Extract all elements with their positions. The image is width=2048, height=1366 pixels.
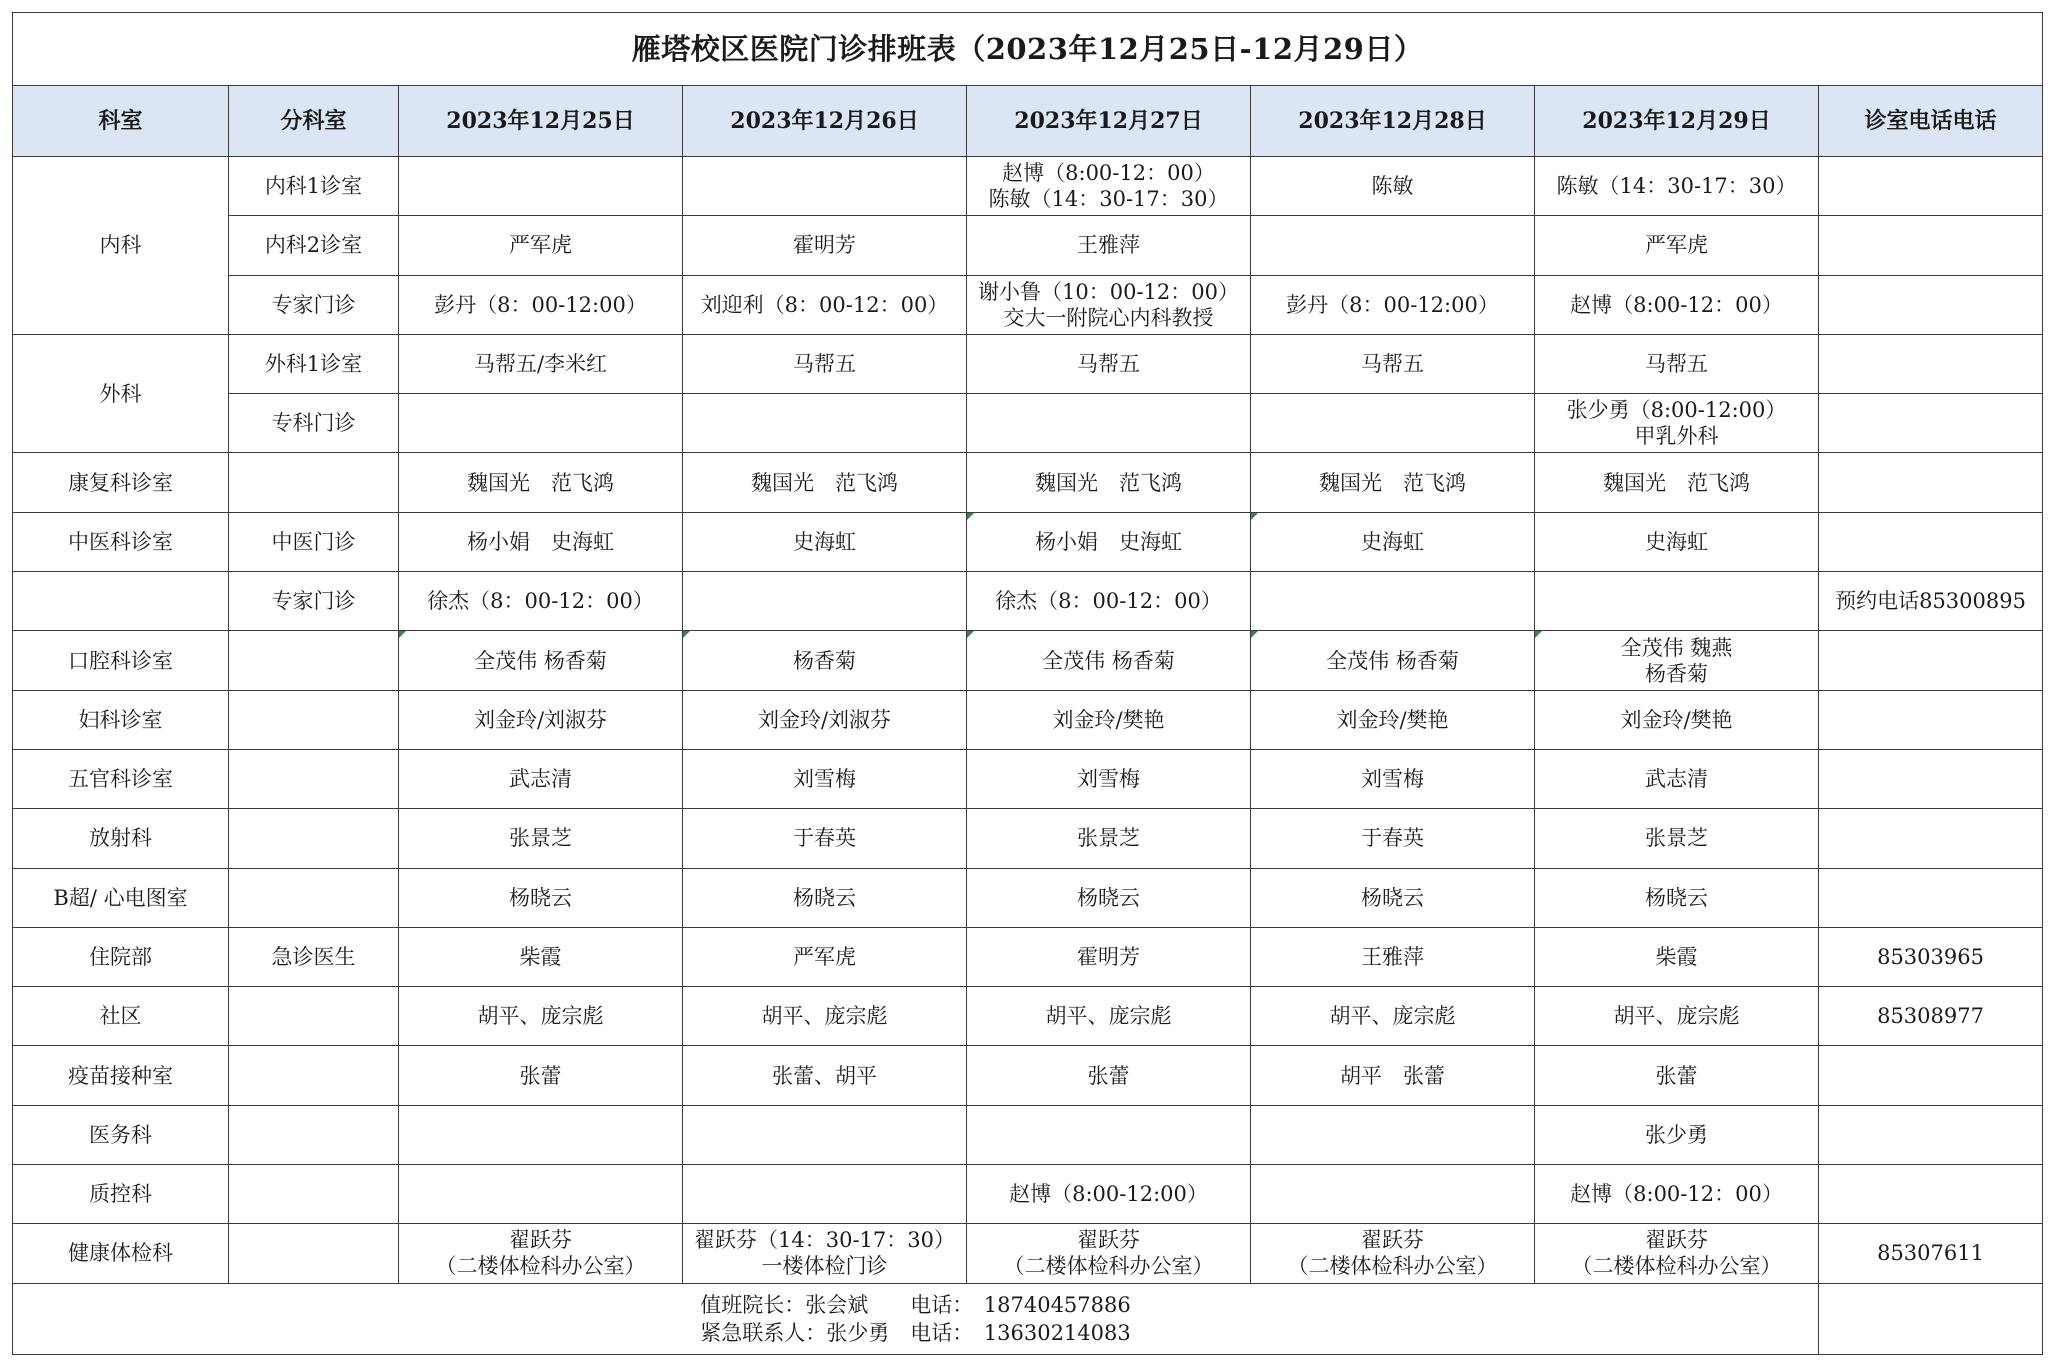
dept-cell-kouqiang: 口腔科诊室: [13, 631, 229, 690]
dept-cell-fangshe: 放射科: [13, 809, 229, 868]
subdept-cell: 外科1诊室: [229, 334, 399, 393]
schedule-cell: 霍明芳: [683, 216, 967, 275]
subdept-cell: 中医门诊: [229, 512, 399, 571]
schedule-title: 雁塔校区医院门诊排班表（2023年12月25日-12月29日）: [13, 13, 2043, 86]
schedule-cell: [683, 572, 967, 631]
schedule-cell: 马帮五/李米红: [399, 334, 683, 393]
header-row: [13, 86, 2043, 157]
schedule-cell: 马帮五: [967, 334, 1251, 393]
schedule-line: （二楼体检科办公室）: [1003, 1254, 1214, 1279]
schedule-cell: 刘金玲/刘淑芬: [683, 690, 967, 749]
schedule-cell: 彭丹（8：00-12:00）: [1251, 275, 1535, 334]
schedule-cell: 全茂伟 杨香菊: [967, 631, 1251, 690]
dept-cell-zhikong: 质控科: [13, 1165, 229, 1224]
schedule-line: 全茂伟 魏燕: [1620, 635, 1733, 660]
subdept-cell: [229, 1165, 399, 1224]
table-row: [13, 157, 2043, 216]
table-row: [13, 512, 2043, 571]
schedule-cell: 刘金玲/樊艳: [967, 690, 1251, 749]
schedule-line: 翟跃芬: [1361, 1228, 1424, 1253]
phone-cell: 85303965: [1819, 927, 2043, 986]
schedule-cell: 杨小娟 史海虹: [399, 512, 683, 571]
header-dept: 科室: [13, 86, 229, 157]
schedule-cell: 张景芝: [967, 809, 1251, 868]
subdept-cell: [229, 868, 399, 927]
schedule-cell: 张少勇: [1535, 1105, 1819, 1164]
subdept-cell: [229, 1105, 399, 1164]
schedule-line: 翟跃芬: [1645, 1228, 1708, 1253]
table-row: [13, 631, 2043, 690]
schedule-cell: 胡平、庞宗彪: [1251, 987, 1535, 1046]
subdept-cell: 专家门诊: [229, 275, 399, 334]
schedule-cell: 刘金玲/樊艳: [1535, 690, 1819, 749]
schedule-cell: 杨香菊: [683, 631, 967, 690]
schedule-cell: [1251, 1224, 1535, 1283]
schedule-cell: 全茂伟 杨香菊: [1251, 631, 1535, 690]
schedule-table: [12, 12, 2043, 1355]
schedule-cell: [399, 1165, 683, 1224]
header-date-4: 2023年12月28日: [1251, 86, 1535, 157]
subdept-cell: [229, 631, 399, 690]
schedule-line: 杨香菊: [1645, 661, 1708, 686]
phone-cell: [1819, 1165, 2043, 1224]
table-row: [13, 1046, 2043, 1105]
schedule-line: 一楼体检门诊: [761, 1254, 888, 1279]
schedule-cell: 马帮五: [1535, 334, 1819, 393]
schedule-cell: 魏国光 范飞鸿: [967, 453, 1251, 512]
table-row: [13, 1105, 2043, 1164]
schedule-cell: 徐杰（8：00-12：00）: [967, 572, 1251, 631]
schedule-cell: [1251, 216, 1535, 275]
header-subdept: 分科室: [229, 86, 399, 157]
schedule-cell: [1535, 631, 1819, 690]
schedule-cell: 刘迎利（8：00-12：00）: [683, 275, 967, 334]
schedule-cell: 魏国光 范飞鸿: [1251, 453, 1535, 512]
phone-cell: [1819, 334, 2043, 393]
phone-cell: [1819, 1105, 2043, 1164]
header-date-3: 2023年12月27日: [967, 86, 1251, 157]
schedule-line: 翟跃芬（14：30-17：30）: [694, 1228, 955, 1253]
schedule-cell: [683, 1165, 967, 1224]
dept-cell-tijian: 健康体检科: [13, 1224, 229, 1283]
phone-cell: [1819, 216, 2043, 275]
schedule-line: 谢小鲁（10：00-12：00）: [978, 279, 1239, 304]
table-row: [13, 334, 2043, 393]
schedule-cell: 杨晓云: [399, 868, 683, 927]
schedule-cell: 刘雪梅: [1251, 749, 1535, 808]
schedule-cell: [967, 157, 1251, 216]
subdept-cell: 内科2诊室: [229, 216, 399, 275]
dept-cell-bchao: B超/ 心电图室: [13, 868, 229, 927]
schedule-cell: 张景芝: [1535, 809, 1819, 868]
schedule-line: （二楼体检科办公室）: [1287, 1254, 1498, 1279]
schedule-cell: [399, 1105, 683, 1164]
schedule-cell: [399, 394, 683, 453]
phone-cell: 85307611: [1819, 1224, 2043, 1283]
schedule-cell: 刘雪梅: [683, 749, 967, 808]
schedule-cell: [967, 1105, 1251, 1164]
table-row: [13, 987, 2043, 1046]
schedule-cell: 张蕾: [399, 1046, 683, 1105]
table-row: [13, 1165, 2043, 1224]
schedule-cell: [1251, 1165, 1535, 1224]
schedule-cell: 于春英: [683, 809, 967, 868]
phone-cell: [1819, 809, 2043, 868]
dept-cell-kangfu: 康复科诊室: [13, 453, 229, 512]
schedule-cell: 杨小娟 史海虹: [967, 512, 1251, 571]
schedule-cell: 陈敏（14：30-17：30）: [1535, 157, 1819, 216]
subdept-cell: 专家门诊: [229, 572, 399, 631]
table-row: [13, 572, 2043, 631]
schedule-cell: 陈敏: [1251, 157, 1535, 216]
footer-row: [13, 1283, 2043, 1354]
schedule-cell: 胡平 张蕾: [1251, 1046, 1535, 1105]
header-date-1: 2023年12月25日: [399, 86, 683, 157]
footer-blank-cell: [1819, 1283, 2043, 1354]
duty-contact-info: [13, 1283, 1819, 1354]
schedule-cell: 赵博（8:00-12：00）: [1535, 1165, 1819, 1224]
dept-cell-yiwu: 医务科: [13, 1105, 229, 1164]
schedule-cell: 武志清: [1535, 749, 1819, 808]
table-row: [13, 868, 2043, 927]
schedule-cell: 赵博（8:00-12:00）: [967, 1165, 1251, 1224]
phone-cell: [1819, 868, 2043, 927]
phone-cell: [1819, 631, 2043, 690]
schedule-cell: 魏国光 范飞鸿: [1535, 453, 1819, 512]
phone-cell: 预约电话85300895: [1819, 572, 2043, 631]
phone-cell: [1819, 690, 2043, 749]
table-row: [13, 453, 2043, 512]
schedule-cell: [683, 394, 967, 453]
duty-director-line: 值班院长：张会斌 电话： 18740457886: [700, 1292, 1131, 1317]
schedule-cell: [967, 394, 1251, 453]
subdept-cell: 专科门诊: [229, 394, 399, 453]
schedule-cell: 刘雪梅: [967, 749, 1251, 808]
dept-cell-yimiao: 疫苗接种室: [13, 1046, 229, 1105]
schedule-cell: 史海虹: [1535, 512, 1819, 571]
schedule-cell: 魏国光 范飞鸿: [399, 453, 683, 512]
schedule-line: 赵博（8:00-12：00）: [1002, 161, 1215, 186]
schedule-cell: 胡平、庞宗彪: [683, 987, 967, 1046]
schedule-cell: 王雅萍: [967, 216, 1251, 275]
schedule-cell: 马帮五: [683, 334, 967, 393]
phone-cell: 85308977: [1819, 987, 2043, 1046]
schedule-cell: 马帮五: [1251, 334, 1535, 393]
schedule-cell: 徐杰（8：00-12：00）: [399, 572, 683, 631]
subdept-cell: [229, 749, 399, 808]
dept-cell-shequ: 社区: [13, 987, 229, 1046]
header-phone: 诊室电话电话: [1819, 86, 2043, 157]
schedule-cell: [1535, 394, 1819, 453]
schedule-cell: 史海虹: [1251, 512, 1535, 571]
schedule-cell: [683, 1105, 967, 1164]
table-row: [13, 1224, 2043, 1283]
dept-cell-zhuyuan: 住院部: [13, 927, 229, 986]
subdept-cell: 内科1诊室: [229, 157, 399, 216]
schedule-line: 甲乳外科: [1634, 424, 1719, 449]
schedule-line: 张少勇（8:00-12:00）: [1566, 398, 1787, 423]
table-row: [13, 690, 2043, 749]
dept-cell-fuke: 妇科诊室: [13, 690, 229, 749]
table-row: [13, 275, 2043, 334]
schedule-cell: [1251, 572, 1535, 631]
schedule-cell: 柴霞: [399, 927, 683, 986]
schedule-cell: 胡平、庞宗彪: [399, 987, 683, 1046]
schedule-cell: 史海虹: [683, 512, 967, 571]
schedule-line: （二楼体检科办公室）: [435, 1254, 646, 1279]
subdept-cell: [229, 987, 399, 1046]
schedule-line: 翟跃芬: [509, 1228, 572, 1253]
schedule-cell: 赵博（8:00-12：00）: [1535, 275, 1819, 334]
subdept-cell: 急诊医生: [229, 927, 399, 986]
dept-cell-neike: 内科: [13, 157, 229, 335]
schedule-cell: 张蕾、胡平: [683, 1046, 967, 1105]
emergency-contact-line: 紧急联系人：张少勇 电话： 13630214083: [700, 1320, 1131, 1345]
schedule-line: （二楼体检科办公室）: [1571, 1254, 1782, 1279]
schedule-cell: 张蕾: [967, 1046, 1251, 1105]
schedule-cell: 霍明芳: [967, 927, 1251, 986]
schedule-cell: 魏国光 范飞鸿: [683, 453, 967, 512]
table-row: [13, 927, 2043, 986]
schedule-cell: [1251, 394, 1535, 453]
phone-cell: [1819, 512, 2043, 571]
subdept-cell: [229, 1046, 399, 1105]
schedule-cell: [1535, 1224, 1819, 1283]
schedule-cell: 胡平、庞宗彪: [1535, 987, 1819, 1046]
schedule-cell: [399, 157, 683, 216]
schedule-cell: 严军虎: [399, 216, 683, 275]
schedule-line: 陈敏（14：30-17：30）: [988, 187, 1229, 212]
title-row: [13, 13, 2043, 86]
phone-cell: [1819, 749, 2043, 808]
header-date-5: 2023年12月29日: [1535, 86, 1819, 157]
schedule-cell: [967, 275, 1251, 334]
dept-cell-wuguan: 五官科诊室: [13, 749, 229, 808]
schedule-cell: 于春英: [1251, 809, 1535, 868]
phone-cell: [1819, 453, 2043, 512]
table-row: [13, 216, 2043, 275]
dept-cell-waike: 外科: [13, 334, 229, 453]
schedule-cell: [967, 1224, 1251, 1283]
subdept-cell: [229, 453, 399, 512]
schedule-line: 交大一附院心内科教授: [1003, 305, 1214, 330]
schedule-cell: 王雅萍: [1251, 927, 1535, 986]
schedule-cell: 杨晓云: [1251, 868, 1535, 927]
schedule-cell: [1535, 572, 1819, 631]
schedule-cell: 全茂伟 杨香菊: [399, 631, 683, 690]
subdept-cell: [229, 1224, 399, 1283]
phone-cell: [1819, 275, 2043, 334]
schedule-line: 翟跃芬: [1077, 1228, 1140, 1253]
schedule-cell: 严军虎: [683, 927, 967, 986]
table-row: [13, 749, 2043, 808]
table-row: [13, 809, 2043, 868]
subdept-cell: [229, 690, 399, 749]
schedule-cell: 刘金玲/刘淑芬: [399, 690, 683, 749]
schedule-cell: 刘金玲/樊艳: [1251, 690, 1535, 749]
schedule-cell: 彭丹（8：00-12:00）: [399, 275, 683, 334]
schedule-cell: [683, 1224, 967, 1283]
dept-cell-blank: [13, 572, 229, 631]
table-row: [13, 394, 2043, 453]
subdept-cell: [229, 809, 399, 868]
schedule-cell: 张蕾: [1535, 1046, 1819, 1105]
header-date-2: 2023年12月26日: [683, 86, 967, 157]
schedule-cell: 杨晓云: [683, 868, 967, 927]
schedule-cell: [399, 1224, 683, 1283]
phone-cell: [1819, 1046, 2043, 1105]
phone-cell: [1819, 394, 2043, 453]
schedule-cell: 杨晓云: [1535, 868, 1819, 927]
schedule-cell: [1251, 1105, 1535, 1164]
schedule-cell: 胡平、庞宗彪: [967, 987, 1251, 1046]
schedule-cell: [683, 157, 967, 216]
schedule-cell: 柴霞: [1535, 927, 1819, 986]
schedule-cell: 严军虎: [1535, 216, 1819, 275]
schedule-cell: 杨晓云: [967, 868, 1251, 927]
dept-cell-zhongyi: 中医科诊室: [13, 512, 229, 571]
schedule-cell: 武志清: [399, 749, 683, 808]
phone-cell: [1819, 157, 2043, 216]
schedule-cell: 张景芝: [399, 809, 683, 868]
